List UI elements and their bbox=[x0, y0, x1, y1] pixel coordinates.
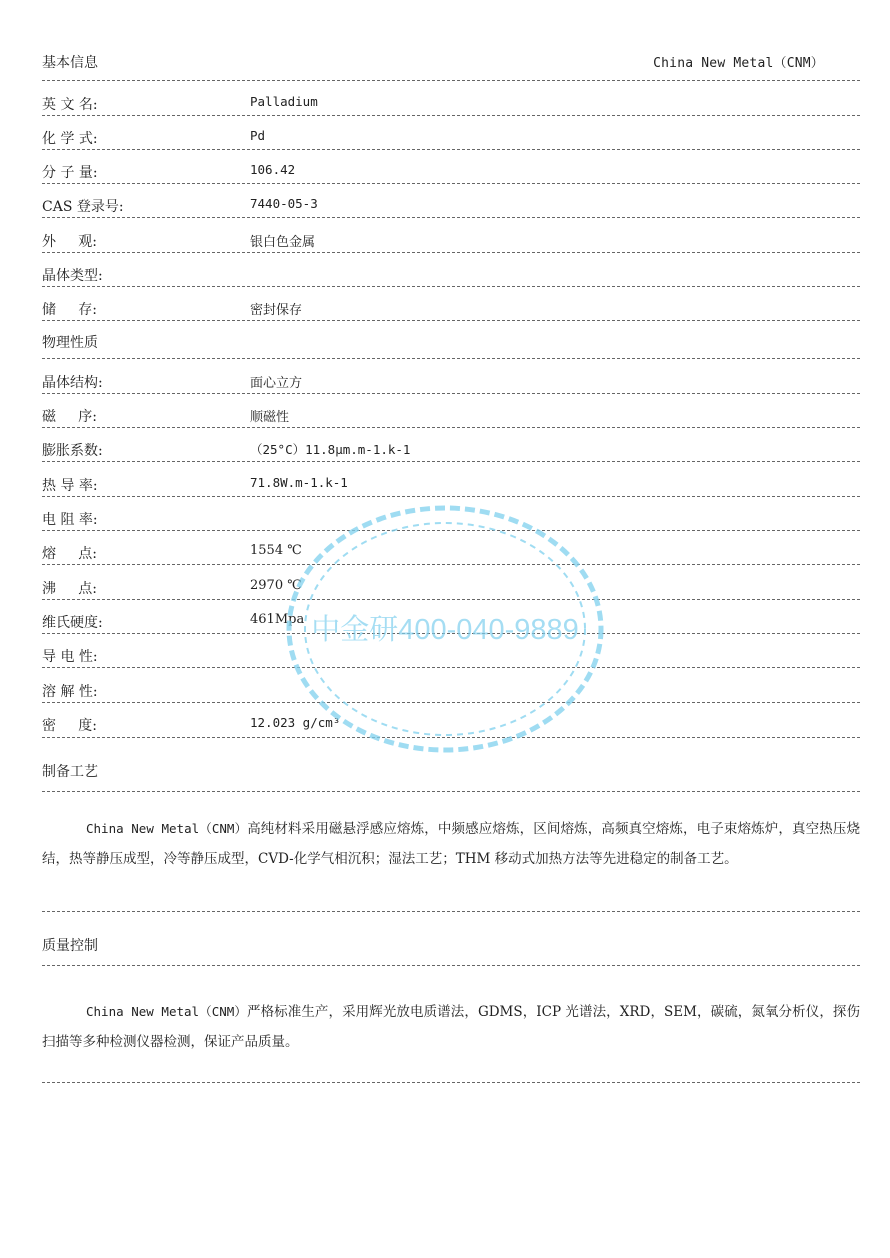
row-label: CAS 登录号: bbox=[42, 199, 124, 215]
row-label: 密 度: bbox=[42, 718, 97, 734]
info-row-crystal-type bbox=[42, 265, 860, 285]
property-row-solubility bbox=[42, 681, 860, 701]
row-label: 熔 点: bbox=[42, 546, 97, 562]
info-row-english-name bbox=[42, 94, 860, 114]
quality-paragraph bbox=[42, 997, 860, 1057]
divider bbox=[42, 183, 860, 184]
divider bbox=[42, 286, 860, 287]
row-value: 106.42 bbox=[250, 162, 296, 177]
row-value: 71.8W.m-1.k-1 bbox=[250, 475, 348, 490]
divider bbox=[42, 427, 860, 428]
preparation-text: 高纯材料采用磁悬浮感应熔炼，中频感应熔炼，区间熔炼，高频真空熔炼，电子束熔炼炉，真空热压烧结，热等静压成型，冷等静压成型，CVD-化学气相沉积；湿法工艺；THM 移动式加热方法等先进稳定的制备工艺。 bbox=[42, 821, 860, 867]
quality-text: 严格标准生产，采用辉光放电质谱法，GDMS，ICP 光谱法，XRD，SEM，碳硫，氮氧分析仪，探伤扫描等多种检测仪器检测，保证产品质量。 bbox=[42, 1004, 860, 1050]
row-label: 英 文 名: bbox=[42, 97, 98, 113]
divider bbox=[42, 530, 860, 531]
divider bbox=[42, 149, 860, 150]
row-value: 顺磁性 bbox=[250, 410, 290, 425]
property-row-crystal-structure bbox=[42, 372, 860, 392]
row-label: 化 学 式: bbox=[42, 131, 98, 147]
section-title-preparation: 制备工艺 bbox=[42, 764, 98, 780]
property-row-vickers-hardness bbox=[42, 612, 860, 632]
row-label: 分 子 量: bbox=[42, 165, 98, 181]
row-label: 外 观: bbox=[42, 234, 97, 250]
property-row-expansion bbox=[42, 440, 860, 460]
divider bbox=[42, 320, 860, 321]
info-row-formula bbox=[42, 128, 860, 148]
divider bbox=[42, 737, 860, 738]
info-row-molecular-weight bbox=[42, 162, 860, 182]
property-row-magnetic-order bbox=[42, 406, 860, 426]
row-label: 磁 序: bbox=[42, 409, 97, 425]
divider bbox=[42, 461, 860, 462]
divider bbox=[42, 115, 860, 116]
property-row-boiling-point bbox=[42, 578, 860, 598]
row-label: 沸 点: bbox=[42, 581, 97, 597]
watermark-text: 中金研400-040-9889 bbox=[311, 614, 579, 646]
page-header bbox=[42, 52, 860, 72]
divider bbox=[42, 702, 860, 703]
section-title-quality: 质量控制 bbox=[42, 938, 98, 954]
info-row-storage bbox=[42, 299, 860, 319]
divider bbox=[42, 633, 860, 634]
divider bbox=[42, 496, 860, 497]
row-value: 面心立方 bbox=[250, 376, 303, 391]
row-label: 晶体类型: bbox=[42, 268, 103, 284]
divider bbox=[42, 217, 860, 218]
info-row-appearance bbox=[42, 231, 860, 251]
header-section-title: 基本信息 bbox=[42, 55, 98, 71]
divider bbox=[42, 564, 860, 565]
divider bbox=[42, 667, 860, 668]
property-row-resistivity bbox=[42, 509, 860, 529]
brand-name: China New Metal（CNM） bbox=[86, 821, 248, 836]
row-label: 储 存: bbox=[42, 302, 97, 318]
divider bbox=[42, 1082, 860, 1083]
divider bbox=[42, 599, 860, 600]
row-label: 膨胀系数: bbox=[42, 443, 103, 459]
row-value: 461Mpa bbox=[250, 612, 305, 627]
row-label: 晶体结构: bbox=[42, 375, 103, 391]
info-row-cas bbox=[42, 196, 860, 216]
row-label: 维氏硬度: bbox=[42, 615, 103, 631]
row-value: （25°C）11.8μm.m-1.k-1 bbox=[250, 442, 411, 457]
row-label: 导 电 性: bbox=[42, 649, 98, 665]
row-value: 密封保存 bbox=[250, 303, 303, 318]
property-row-density bbox=[42, 715, 860, 735]
row-value: Palladium bbox=[250, 94, 318, 109]
divider bbox=[42, 911, 860, 912]
property-row-melting-point bbox=[42, 543, 860, 563]
row-label: 电 阻 率: bbox=[42, 512, 98, 528]
row-value: 2970 ℃ bbox=[250, 578, 302, 593]
row-value: 12.023 g/cm³ bbox=[250, 715, 341, 730]
row-value: 1554 ℃ bbox=[250, 543, 302, 558]
divider bbox=[42, 80, 860, 81]
row-value: 银白色金属 bbox=[250, 235, 316, 250]
section-title-physical: 物理性质 bbox=[42, 335, 98, 351]
divider bbox=[42, 965, 860, 966]
property-row-conductivity bbox=[42, 646, 860, 666]
divider bbox=[42, 791, 860, 792]
divider bbox=[42, 393, 860, 394]
property-row-thermal-conductivity bbox=[42, 475, 860, 495]
header-brand: China New Metal（CNM） bbox=[653, 56, 824, 71]
divider bbox=[42, 252, 860, 253]
preparation-paragraph bbox=[42, 814, 860, 874]
row-value: 7440-05-3 bbox=[250, 196, 318, 211]
row-label: 热 导 率: bbox=[42, 478, 98, 494]
row-value: Pd bbox=[250, 128, 266, 143]
brand-name: China New Metal（CNM） bbox=[86, 1004, 247, 1019]
row-label: 溶 解 性: bbox=[42, 684, 98, 700]
divider bbox=[42, 358, 860, 359]
